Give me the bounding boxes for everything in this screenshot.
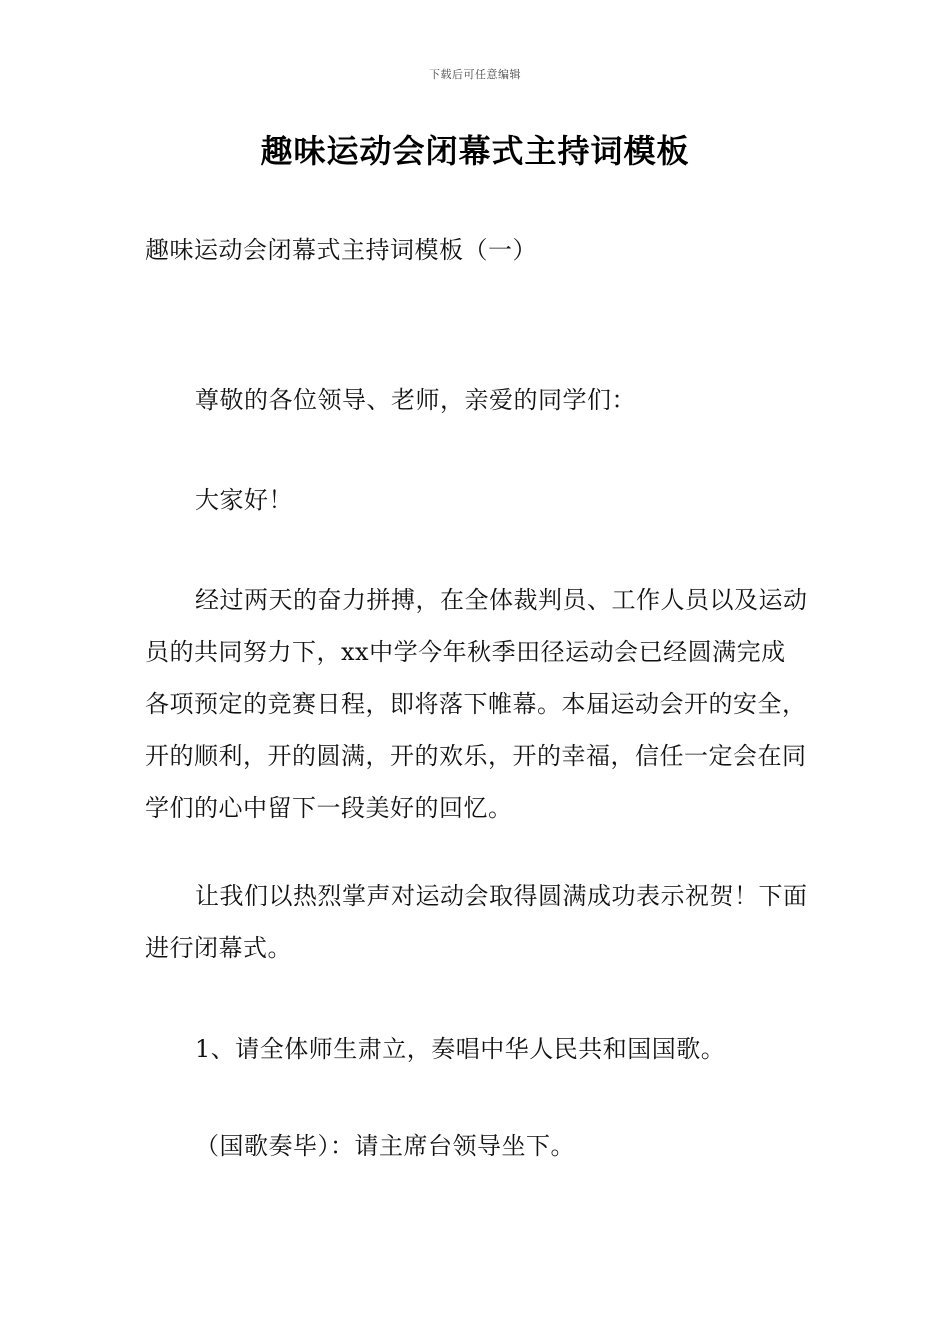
agenda-item-2: （国歌奏毕）：请主席台领导坐下。 <box>195 1132 575 1160</box>
salutation-paragraph: 尊敬的各位领导、老师，亲爱的同学们： <box>195 386 636 414</box>
document-title: 趣味运动会闭幕式主持词模板 <box>260 132 690 170</box>
agenda-item-1: 1、请全体师生肃立，奏唱中华人民共和国国歌。 <box>195 1035 726 1063</box>
body-paragraph-1: 经过两天的奋力拼搏，在全体裁判员、工作人员以及运动员的共同努力下，xx中学今年秋季田径运动会已经圆满完成各项预定的竞赛日程，即将落下帷幕。本届运动会开的安全，开的顺利，开的圆满，开的欢乐，开的幸福，信任一定会在同学们的心中留下一段美好的回忆。 <box>145 586 808 822</box>
greeting-paragraph: 大家好！ <box>195 486 293 514</box>
section-subtitle: 趣味运动会闭幕式主持词模板（一） <box>145 236 537 264</box>
body-paragraph-2: 让我们以热烈掌声对运动会取得圆满成功表示祝贺！下面进行闭幕式。 <box>145 882 808 962</box>
header-note: 下载后可任意编辑 <box>429 68 521 81</box>
